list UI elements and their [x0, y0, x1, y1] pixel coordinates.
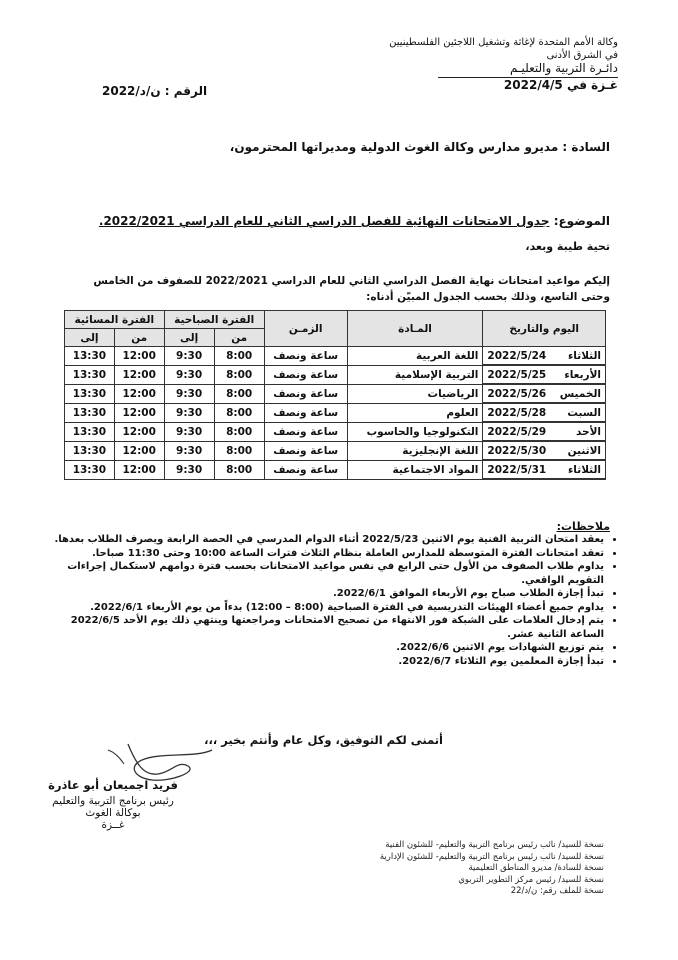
copy-line: نسخة للملف رقم: ن/د/22 — [510, 886, 604, 896]
table-row — [65, 404, 606, 423]
cell-evening-from: 12:00 — [114, 366, 164, 385]
notes-list — [44, 533, 618, 668]
copy-line: نسخة للسيد/ نائب رئيس برنامج التربية والتعليم- للشئون الإدارية — [379, 851, 604, 862]
cell-duration: ساعة ونصف — [264, 366, 347, 385]
cell-day-date-wrap — [483, 404, 606, 423]
cell-day-date-wrap — [483, 423, 606, 442]
greeting: تحية طيبة وبعد، — [525, 240, 610, 253]
header-evening-to: إلى — [65, 329, 115, 347]
cell-morning-to: 9:30 — [164, 442, 214, 461]
reference-number: الرقم : ن/د/2022 — [102, 84, 208, 98]
day-text: الخميس — [559, 387, 601, 400]
header-morning: الفترة الصباحية — [164, 311, 264, 329]
closing-line: أتمنى لكم التوفيق، وكل عام وأنتم بخير ،،، — [204, 733, 443, 747]
cell-day-date — [483, 385, 605, 403]
cell-duration: ساعة ونصف — [264, 423, 347, 442]
copy-line: نسخة للسيد/ رئيس مركز التطوير التربوي — [458, 874, 604, 885]
note-item: • يعقد امتحان التربية الفنية يوم الاثنين 2022/5/23 أثناء الدوام المدرسي في الحصة الرابعة ويصرف الطلاب بعدها. — [44, 533, 604, 547]
cell-subject: التكنولوجيا والحاسوب — [347, 423, 483, 442]
department-name: دائـرة التربية والتعليـم — [510, 61, 618, 75]
cell-duration: ساعة ونصف — [264, 347, 347, 366]
header-morning-from: من — [214, 329, 264, 347]
table-row — [65, 366, 606, 385]
signer-name: فريد اجميعان أبو عاذرة — [48, 778, 178, 792]
cell-day-date-wrap — [483, 385, 606, 404]
cell-morning-from: 8:00 — [214, 347, 264, 366]
cell-day-date-wrap — [483, 347, 606, 366]
cell-evening-to: 13:30 — [65, 423, 115, 442]
day-text: الثلاثاء — [567, 349, 601, 362]
notes-title: ملاحظات: — [556, 520, 610, 533]
cell-evening-to: 13:30 — [65, 347, 115, 366]
table-row — [65, 461, 606, 480]
exam-schedule-table — [64, 310, 606, 480]
cell-day-date — [483, 366, 605, 384]
cell-evening-to: 13:30 — [65, 404, 115, 423]
date-text: 2022/5/26 — [487, 387, 547, 400]
signer-place: غــزة — [101, 819, 125, 831]
cell-morning-to: 9:30 — [164, 385, 214, 404]
header-day-date: اليوم والتاريخ — [483, 311, 606, 347]
copies-list — [380, 840, 604, 898]
date-text: 2022/5/25 — [487, 368, 547, 381]
cell-evening-to: 13:30 — [65, 461, 115, 480]
letter-date: غـزة في 2022/4/5 — [438, 77, 618, 92]
cell-morning-to: 9:30 — [164, 366, 214, 385]
cell-morning-from: 8:00 — [214, 442, 264, 461]
note-item: • تبدأ إجازة الطلاب صباح يوم الأربعاء الموافق 2022/6/1. — [44, 587, 604, 601]
header-subject: المـادة — [347, 311, 483, 347]
signer-title: رئيس برنامج التربية والتعليم بوكالة الغوث — [52, 795, 174, 819]
cell-subject: التربية الإسلامية — [347, 366, 483, 385]
day-text: السبت — [567, 406, 601, 419]
day-text: الاثنين — [567, 444, 601, 457]
cell-evening-from: 12:00 — [114, 423, 164, 442]
header-duration: الزمـن — [264, 311, 347, 347]
cell-evening-to: 13:30 — [65, 442, 115, 461]
cell-evening-from: 12:00 — [114, 347, 164, 366]
date-text: 2022/5/29 — [487, 425, 547, 438]
subject-label: الموضوع: — [553, 214, 610, 228]
cell-day-date — [483, 442, 605, 460]
signature-block — [43, 778, 183, 831]
day-text: الأربعاء — [564, 368, 601, 381]
day-text: الثلاثاء — [567, 463, 601, 476]
cell-morning-from: 8:00 — [214, 461, 264, 480]
cell-evening-from: 12:00 — [114, 404, 164, 423]
cell-subject: العلوم — [347, 404, 483, 423]
date-text: 2022/5/28 — [487, 406, 547, 419]
note-item: • يداوم جميع أعضاء الهيئات التدريسية في الفترة الصباحية (8:00 – 12:00) بدءاً من يوم الأربعاء 2022/6/1. — [44, 601, 604, 615]
cell-morning-to: 9:30 — [164, 461, 214, 480]
cell-day-date — [483, 423, 605, 441]
copy-line: نسخة للسيد/ نائب رئيس برنامج التربية والتعليم- للشئون الفنية — [385, 840, 604, 850]
cell-evening-from: 12:00 — [114, 461, 164, 480]
cell-morning-from: 8:00 — [214, 366, 264, 385]
cell-duration: ساعة ونصف — [264, 442, 347, 461]
cell-morning-from: 8:00 — [214, 423, 264, 442]
cell-morning-to: 9:30 — [164, 404, 214, 423]
date-text: 2022/5/24 — [487, 349, 547, 362]
letterhead — [338, 36, 618, 93]
addressee: السادة : مديرو مدارس وكالة الغوث الدولية ومديراتها المحترمون، — [229, 140, 610, 154]
cell-subject: اللغة الإنجليزية — [347, 442, 483, 461]
cell-duration: ساعة ونصف — [264, 404, 347, 423]
cell-day-date-wrap — [483, 366, 606, 385]
note-item: • تعقد امتحانات الفترة المتوسطة للمدارس العاملة بنظام الثلاث فترات الساعة 10:00 وحتى 11:30 صباحا. — [44, 547, 604, 561]
day-text: الأحد — [575, 425, 601, 438]
note-item: • يتم توزيع الشهادات يوم الاثنين 2022/6/6. — [44, 641, 604, 655]
cell-subject: اللغة العربية — [347, 347, 483, 366]
header-evening: الفترة المسائية — [65, 311, 165, 329]
note-item: • يداوم طلاب الصفوف من الأول حتى الرابع في نفس مواعيد الامتحانات بحسب فترة دوامهم لاستكمال إجراءات التقويم الواقعي. — [44, 560, 604, 587]
cell-duration: ساعة ونصف — [264, 385, 347, 404]
cell-morning-to: 9:30 — [164, 423, 214, 442]
table-row — [65, 423, 606, 442]
copy-line: نسخة للسادة/ مديرو المناطق التعليمية — [468, 863, 604, 873]
cell-day-date-wrap — [483, 461, 606, 480]
cell-evening-from: 12:00 — [114, 385, 164, 404]
cell-subject: المواد الاجتماعية — [347, 461, 483, 480]
cell-morning-from: 8:00 — [214, 404, 264, 423]
date-text: 2022/5/30 — [487, 444, 547, 457]
subject-line — [99, 214, 610, 228]
table-row — [65, 385, 606, 404]
header-morning-to: إلى — [164, 329, 214, 347]
cell-morning-from: 8:00 — [214, 385, 264, 404]
intro-paragraph: إليكم مواعيد امتحانات نهاية الفصل الدراسي الثاني للعام الدراسي 2022/2021 للصفوف من الخامس وحتى التاسع، وذلك بحسب الجدول المبيّن أدناه: — [93, 275, 610, 303]
table-row — [65, 442, 606, 461]
note-item: • يتم إدخال العلامات على الشبكة فور الانتهاء من تصحيح الامتحانات ومراجعتها وينتهي ذلك يوم الأحد 2022/6/5 الساعة الثانية عشر. — [44, 614, 604, 641]
cell-evening-from: 12:00 — [114, 442, 164, 461]
cell-morning-to: 9:30 — [164, 347, 214, 366]
cell-day-date — [483, 347, 605, 365]
subject-text: جدول الامتحانات النهائية للفصل الدراسي الثاني للعام الدراسي 2022/2021. — [98, 214, 550, 228]
table-row — [65, 347, 606, 366]
cell-evening-to: 13:30 — [65, 366, 115, 385]
cell-duration: ساعة ونصف — [264, 461, 347, 480]
cell-subject: الرياضيات — [347, 385, 483, 404]
date-text: 2022/5/31 — [487, 463, 547, 476]
header-evening-from: من — [114, 329, 164, 347]
org-name: وكالة الأمم المتحدة لإغاثة وتشغيل اللاجئين الفلسطينيين — [389, 37, 618, 48]
cell-day-date — [483, 461, 605, 479]
note-item: • تبدأ إجازة المعلمين يوم الثلاثاء 2022/6/7. — [44, 655, 604, 669]
org-region: في الشرق الأدنى — [546, 50, 618, 61]
cell-day-date-wrap — [483, 442, 606, 461]
schedule-body — [65, 347, 606, 480]
cell-day-date — [483, 404, 605, 422]
cell-evening-to: 13:30 — [65, 385, 115, 404]
